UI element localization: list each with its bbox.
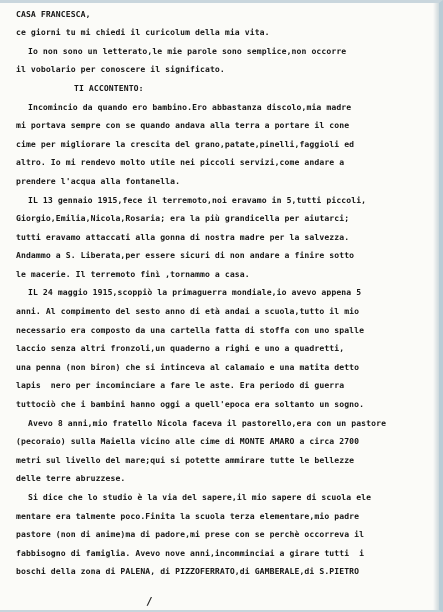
text-line: fabbisogno di famiglia. Avevo nove anni,incomminciai a girare tutti i xyxy=(16,548,365,558)
text-line: laccio senza altri fronzoli,un quaderno a righi e uno a quadretti, xyxy=(16,343,345,353)
text-line: prendere l'acqua alla fontanella. xyxy=(16,176,181,186)
document-text xyxy=(0,3,443,612)
text-line: Incomincio da quando ero bambino.Ero abbastanza discolo,mia madre xyxy=(28,102,352,112)
text-line: metri sul livello del mare;qui si potette ammirare tutte le bellezze xyxy=(16,455,355,465)
text-line: anni. Al compimento del sesto anno di età andai a scuola,tutto il mio xyxy=(16,306,360,316)
text-line: ce giorni tu mi chiedi il curicolum della mia vita. xyxy=(16,27,270,37)
text-line: IL 13 gennaio 1915,fece il terremoto,noi eravamo in 5,tutti piccoli, xyxy=(28,195,367,205)
text-line: mi portava sempre con se quando andava alla terra a portare il cone xyxy=(16,120,350,130)
text-line: Si dice che lo studio è la via del sapere,il mio sapere di scuola ele xyxy=(28,492,372,502)
text-line: Giorgio,Emilia,Nicola,Rosaria; era la più grandicella per aiutarci; xyxy=(16,213,350,223)
text-line: cime per migliorare la crescita del grano,patate,pinelli,faggioli ed xyxy=(16,139,355,149)
section-heading: TI ACCONTENTO: xyxy=(74,83,144,93)
text-line: Avevo 8 anni,mio fratello Nicola faceva il pastorello,era con un pastore xyxy=(28,418,387,428)
text-line: le macerie. Il terremoto finì ,tornammo a casa. xyxy=(16,269,250,279)
text-line: necessario era composto da una cartella fatta di stoffa con uno spalle xyxy=(16,325,365,335)
text-line: tutti eravamo attaccati alla gonna di nostra madre per la salvezza. xyxy=(16,232,350,242)
text-line: IL 24 maggio 1915,scoppiò la primaguerra mondiale,io avevo appena 5 xyxy=(28,287,362,297)
text-line: pastore (non di anime)ma di padore,mi prese con se perchè occorreva il xyxy=(16,529,365,539)
text-line: (pecoraio) sulla Maiella vicino alle cime di MONTE AMARO a circa 2700 xyxy=(16,436,360,446)
text-line: tuttociò che i bambini hanno oggi a quell'epoca era soltanto un sogno. xyxy=(16,399,365,409)
text-line: CASA FRANCESCA, xyxy=(16,9,91,19)
bottom-pen-mark: / xyxy=(146,595,153,608)
text-line: lapis nero per incominciare a fare le aste. Era periodo di guerra xyxy=(16,380,345,390)
text-line: Io non sono un letterato,le mie parole sono semplice,non occorre xyxy=(28,46,347,56)
text-line: delle terre abruzzese. xyxy=(16,473,126,483)
text-line: Andammo a S. Liberata,per essere sicuri di non andare a finire sotto xyxy=(16,250,355,260)
text-line: il vobolario per conoscere il significato. xyxy=(16,64,225,74)
text-line: mentare era talmente poco.Finita la scuola terza elementare,mio padre xyxy=(16,511,360,521)
text-line: altro. Io mi rendevo molto utile nei piccoli servizi,come andare a xyxy=(16,157,345,167)
text-line: boschi della zona di PALENA, di PIZZOFERRATO,di GAMBERALE,di S.PIETRO xyxy=(16,566,360,576)
text-line: una penna (non biron) che si intinceva al calamaio e una matita detto xyxy=(16,362,360,372)
